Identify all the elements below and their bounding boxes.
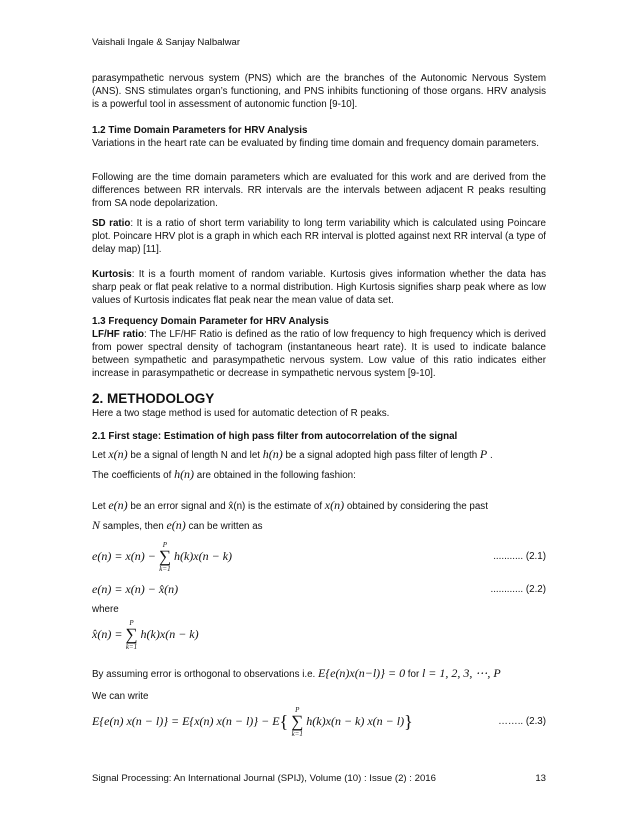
orthogonality-line xyxy=(92,665,546,683)
section-1-2 xyxy=(92,124,546,150)
kurtosis-text: : It is a fourth moment of random variable. Kurtosis gives information whether the data has sharp peak or flat peak relative to a normal distribution. High Kurtosis signifies sharp peak where as low values of Kurtosis indicates flat peak near the mean value of data set. xyxy=(92,269,546,307)
let1-b: be a signal of length N and let xyxy=(127,450,263,461)
section-1-3-title: 1.3 Frequency Domain Parameter for HRV Analysis xyxy=(92,316,329,327)
math-n: N xyxy=(92,518,101,532)
eq4-a: E{e(n) x(n − l)} = E{x(n) x(n − l)} − E xyxy=(92,713,280,728)
math-hn: h(n) xyxy=(262,447,283,461)
math-en: e(n) xyxy=(108,498,128,512)
sum-bottom-3: k=1 xyxy=(291,730,303,738)
eq2: e(n) = x(n) − x̂(n) xyxy=(92,582,179,596)
equation-2-3 xyxy=(92,706,546,736)
page-number: 13 xyxy=(535,773,546,784)
time-domain-paragraph xyxy=(92,171,546,210)
section-2-intro: Here a two stage method is used for automatic detection of R peaks. xyxy=(92,408,390,419)
sum-top: P xyxy=(162,541,168,549)
where-label: where xyxy=(92,604,119,615)
assume-b: for xyxy=(405,669,422,680)
math-p: P xyxy=(479,447,488,461)
let2-a: Let xyxy=(92,501,109,512)
sd-ratio-paragraph xyxy=(92,217,546,256)
eq1-lhs: e(n) = x(n) − xyxy=(92,548,156,563)
equation-2-2 xyxy=(92,580,546,598)
time-domain-text: Following are the time domain parameters which are evaluated for this work and are derived from the differences between RR intervals. RR intervals are the intervals between adjacent R peaks resulting from SA node depolarization. xyxy=(92,172,546,210)
page-footer xyxy=(92,773,546,784)
section-1-2-title: 1.2 Time Domain Parameters for HRV Analysis xyxy=(92,125,308,136)
eq-number-2-2: ............ (2.2) xyxy=(490,584,546,595)
math-orth: E{e(n)x(n−l)} = 0 xyxy=(317,666,406,680)
math-hn-2: h(n) xyxy=(174,467,195,481)
coef-b: are obtained in the following fashion: xyxy=(194,470,356,481)
assume-a: By assuming error is orthogonal to observations i.e. xyxy=(92,669,318,680)
sum-top-2: P xyxy=(129,619,134,627)
section-2-title: 2. METHODOLOGY xyxy=(92,391,215,406)
math-lrange: l = 1, 2, 3, ⋯, P xyxy=(421,666,501,680)
sd-ratio-term: SD ratio xyxy=(92,218,131,229)
footer-journal: Signal Processing: An International Journal (SPIJ), Volume (10) : Issue (2) : 2016 xyxy=(92,773,436,784)
let-signal-line xyxy=(92,446,546,464)
eq3-rhs: h(k)x(n − k) xyxy=(140,626,199,641)
eq-number-2-1: ........... (2.1) xyxy=(493,551,546,562)
eq4-b: h(k)x(n − k) x(n − l) xyxy=(306,713,405,728)
we-can-write: We can write xyxy=(92,691,149,702)
let3-b: samples, then xyxy=(100,521,167,532)
sum-bottom: k=1 xyxy=(159,565,171,573)
subsection-2-1 xyxy=(92,430,546,443)
sd-ratio-text: : It is a ratio of short term variability to long term variability which is calculated using Poincare plot. Poincare HRV plot is a graph in which each RR interval is plotted against next RR interval (a type of delay map) [11]. xyxy=(92,218,546,256)
eq3-lhs: x̂(n) = xyxy=(92,626,123,641)
equation-2-1 xyxy=(92,541,546,571)
let1-d: . xyxy=(487,450,493,461)
sum-symbol: P ∑ k=1 xyxy=(158,541,171,573)
intro-paragraph xyxy=(92,72,546,111)
section-1-3 xyxy=(92,315,546,380)
lfhf-text: : The LF/HF Ratio is defined as the ratio of low frequency to high frequency which is derived from power spectral density of tachogram (instantaneous heart rate). It is used to indicate balance between sympathetic and parasympathetic nervous system. Low value of this ratio indicates either increase in parasympathetic or decrease in sympathetic nervous system [9-10]. xyxy=(92,329,547,380)
kurtosis-paragraph xyxy=(92,268,546,307)
intro-text: parasympathetic nervous system (PNS) which are the branches of the Autonomic Nervous System (ANS). SNS stimulates organ’s functioning, and PNS inhibits functioning of those organs. HRV analysis is a powerful tool in assessment of autonomic function [9-10]. xyxy=(92,73,546,111)
sum-symbol-3: P ∑ k=1 xyxy=(291,706,304,738)
eq1-rhs: h(k)x(n − k) xyxy=(173,548,233,563)
section-2 xyxy=(92,391,546,420)
eq-number-2-3: …….. (2.3) xyxy=(498,716,546,727)
math-en-2: e(n) xyxy=(166,518,186,532)
lfhf-term: LF/HF ratio xyxy=(92,329,144,341)
let1-c: be a signal adopted high pass filter of length xyxy=(282,450,480,461)
coefficients-line xyxy=(92,466,546,484)
equation-estimate xyxy=(92,619,546,649)
coef-a: The coefficients of xyxy=(92,470,175,481)
running-header: Vaishali Ingale & Sanjay Nalbalwar xyxy=(92,37,241,48)
math-xn-2: x(n) xyxy=(324,498,345,512)
let1-a: Let xyxy=(92,450,109,461)
eq4-rbrace: } xyxy=(404,711,413,732)
math-xn: x(n) xyxy=(108,447,128,461)
section-1-2-p1: Variations in the heart rate can be evaluated by finding time domain and frequency domain parameters. xyxy=(92,138,539,150)
let2-b: be an error signal and x̂(n) is the estimate of xyxy=(127,501,325,512)
sum-bottom-2: k=1 xyxy=(125,643,138,651)
let3-c: can be written as xyxy=(185,521,263,532)
samples-line xyxy=(92,517,546,535)
error-signal-line xyxy=(92,497,546,515)
subsection-2-1-title: 2.1 First stage: Estimation of high pass filter from autocorrelation of the signal xyxy=(92,431,458,442)
eq4-lbrace: { xyxy=(279,711,289,732)
let2-c: obtained by considering the past xyxy=(344,501,488,512)
kurtosis-term: Kurtosis xyxy=(92,269,132,280)
sum-symbol-2: P ∑ k=1 xyxy=(125,619,138,651)
sum-top-3: P xyxy=(295,706,300,714)
